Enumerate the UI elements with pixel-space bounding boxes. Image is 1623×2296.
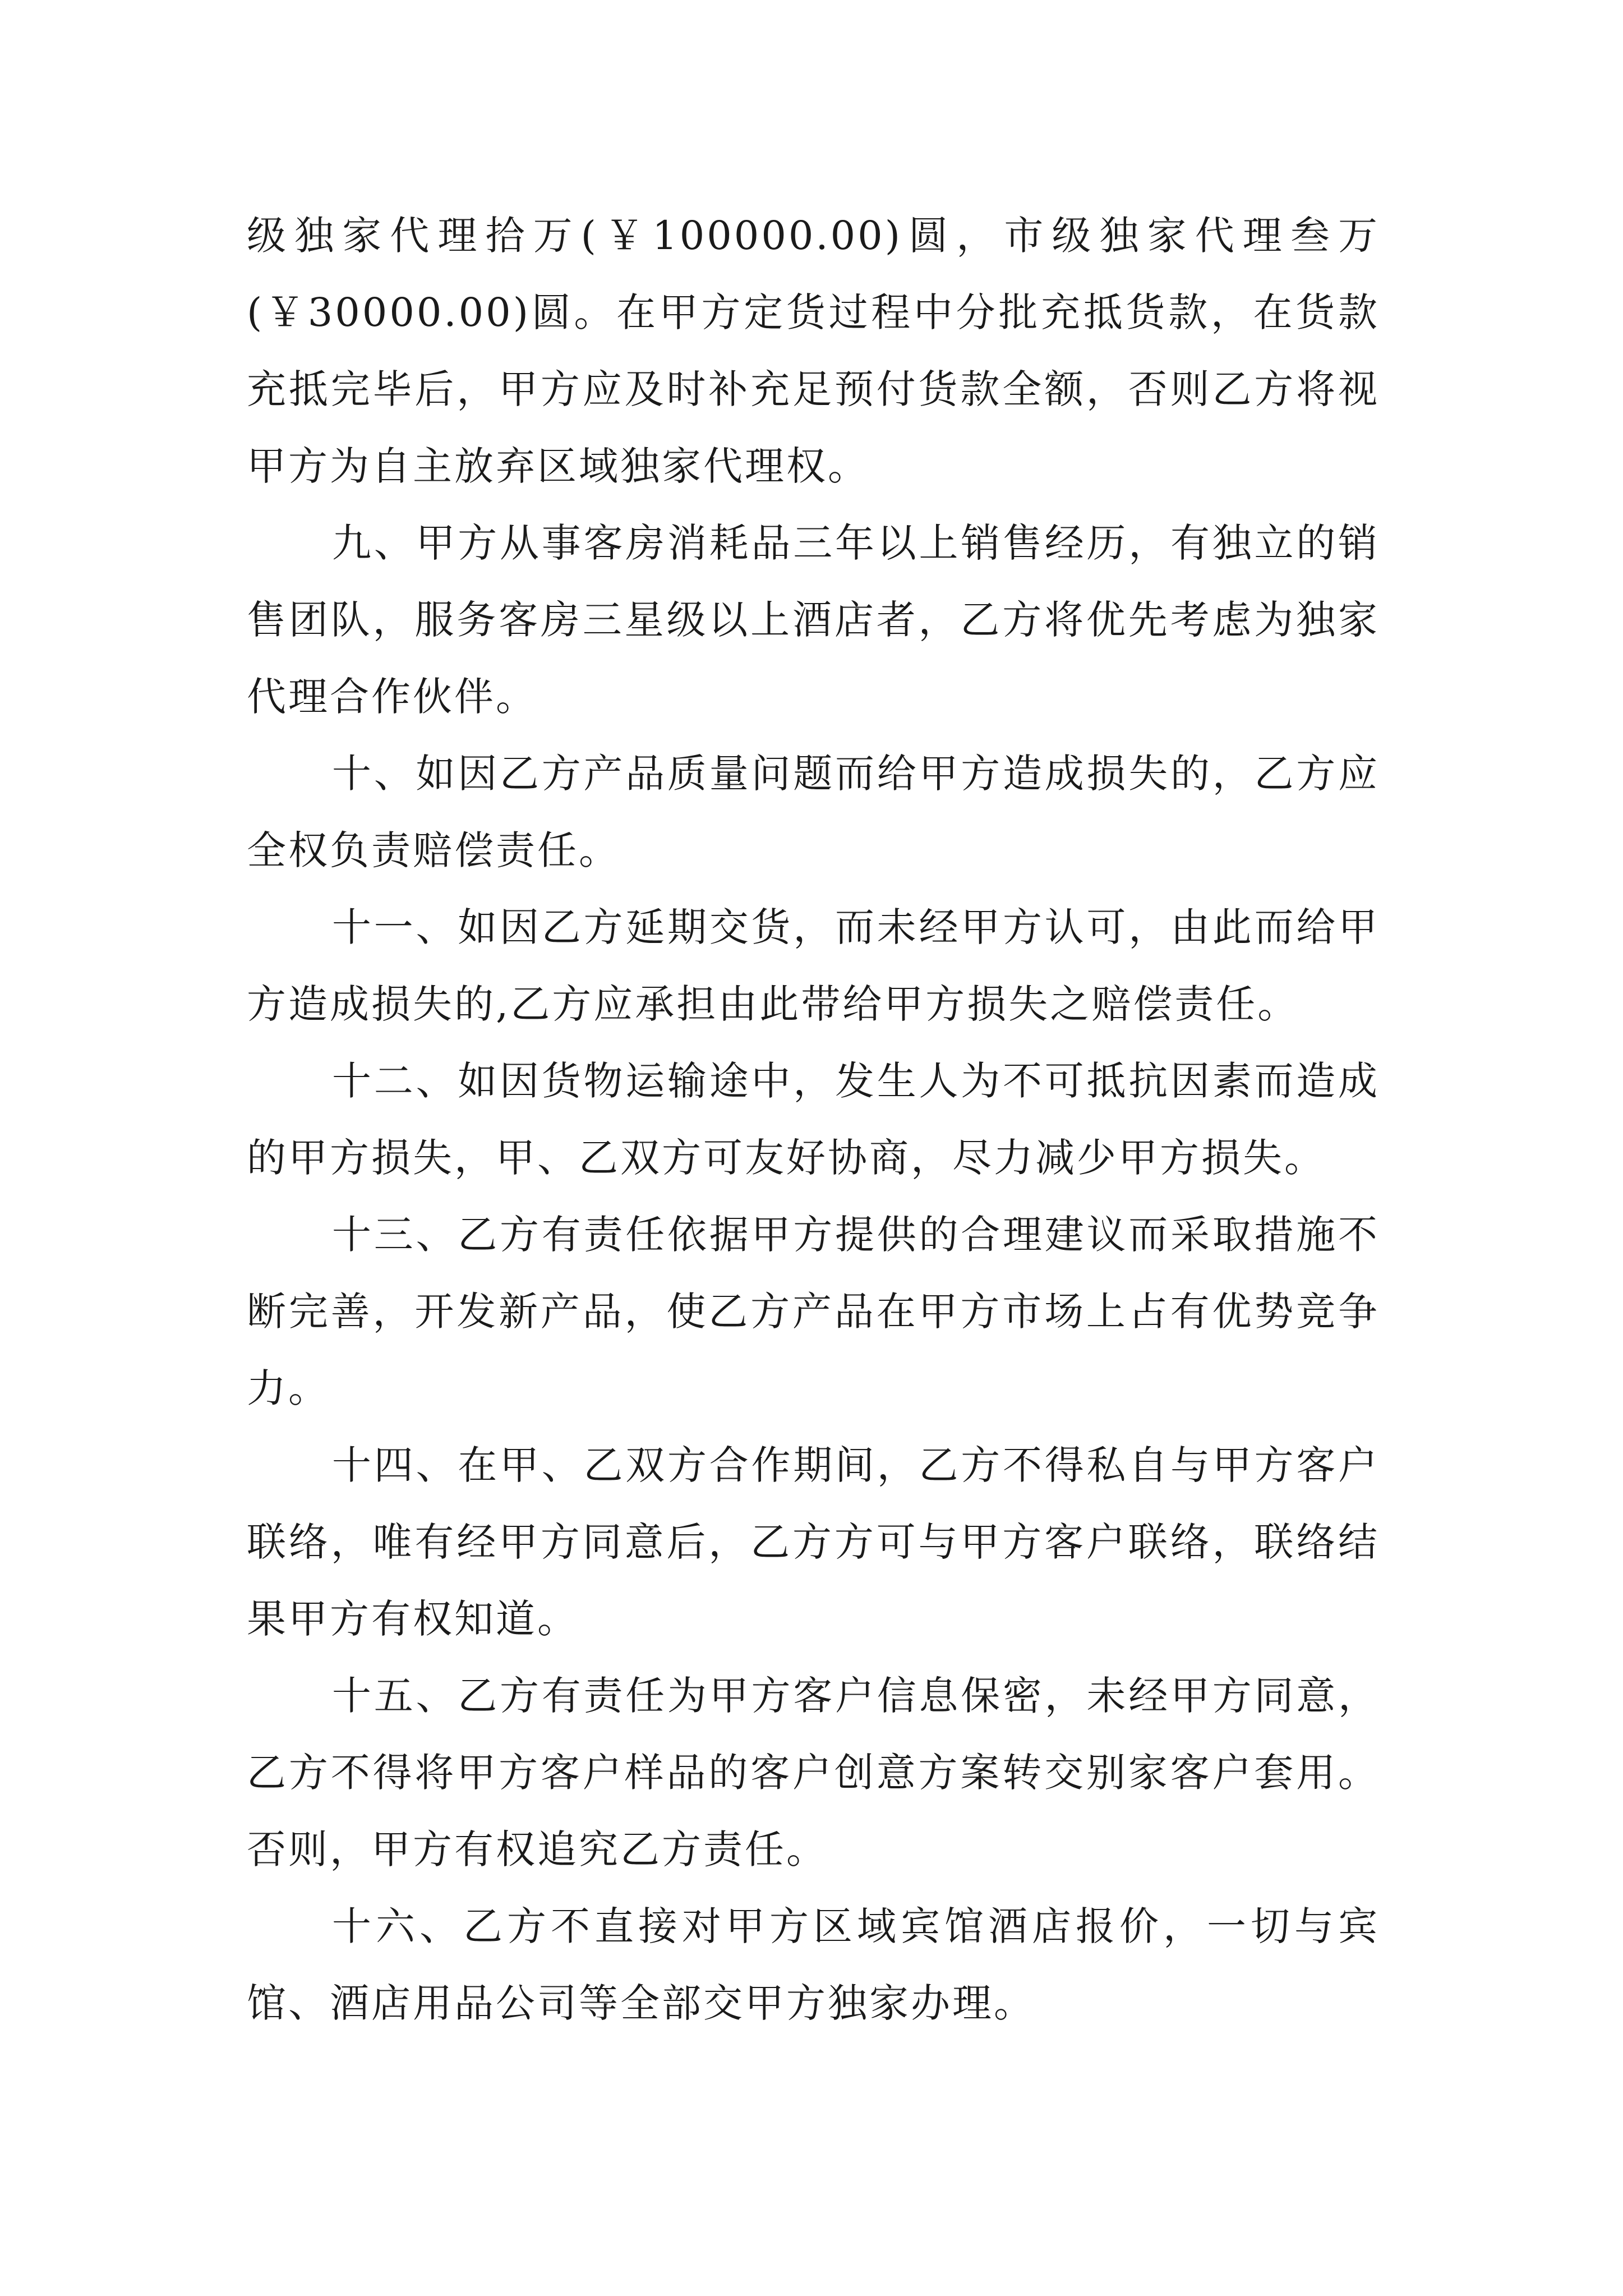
clause-11: 十一、如因乙方延期交货，而未经甲方认可，由此而给甲方造成损失的,乙方应承担由此带给甲方损失之赔偿责任。 xyxy=(247,904,1380,1027)
clause-16: 十六、乙方不直接对甲方区域宾馆酒店报价，一切与宾馆、酒店用品公司等全部交甲方独家办理。 xyxy=(247,1903,1380,2026)
paragraph-continuation: 级独家代理拾万(￥100000.00)圆，市级独家代理叁万(￥30000.00)圆。在甲方定货过程中分批充抵货款，在货款充抵完毕后，甲方应及时补充足预付货款全额，否则乙方将视甲方为自主放弃区域独家代理权。 xyxy=(247,213,1380,489)
document-body xyxy=(247,197,1380,2042)
clause-9: 九、甲方从事客房消耗品三年以上销售经历，有独立的销售团队，服务客房三星级以上酒店者，乙方将优先考虑为独家代理合作伙伴。 xyxy=(247,520,1380,720)
clause-14: 十四、在甲、乙双方合作期间，乙方不得私自与甲方客户联络，唯有经甲方同意后，乙方方可与甲方客户联络，联络结果甲方有权知道。 xyxy=(247,1442,1380,1642)
clause-10: 十、如因乙方产品质量问题而给甲方造成损失的，乙方应全权负责赔偿责任。 xyxy=(247,751,1380,873)
clause-15: 十五、乙方有责任为甲方客户信息保密，未经甲方同意，乙方不得将甲方客户样品的客户创意方案转交别家客户套用。否则，甲方有权追究乙方责任。 xyxy=(247,1673,1380,1872)
clause-13: 十三、乙方有责任依据甲方提供的合理建议而采取措施不断完善，开发新产品，使乙方产品在甲方市场上占有优势竞争力。 xyxy=(247,1212,1380,1411)
clause-12: 十二、如因货物运输途中，发生人为不可抵抗因素而造成的甲方损失，甲、乙双方可友好协商，尽力减少甲方损失。 xyxy=(247,1058,1380,1181)
